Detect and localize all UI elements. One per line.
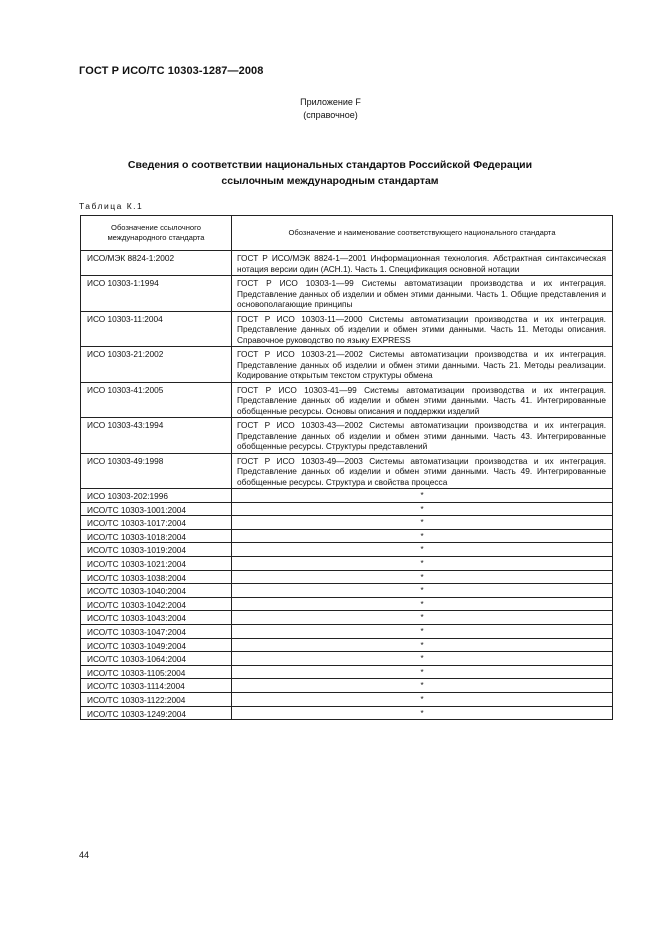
cell-international-ref: ИСО 10303-1:1994: [81, 276, 232, 312]
cell-international-ref: ИСО 10303-43:1994: [81, 418, 232, 454]
cell-international-ref: ИСО 10303-21:2002: [81, 347, 232, 383]
cell-international-ref: ИСО/ТС 10303-1043:2004: [81, 611, 232, 625]
section-title-line-2: ссылочным международным стандартам: [221, 175, 439, 187]
table-row: [81, 706, 613, 720]
cell-national-standard: *: [232, 706, 613, 720]
table-caption: Таблица К.1: [79, 201, 144, 211]
cell-national-standard: *: [232, 692, 613, 706]
cell-international-ref: ИСО 10303-202:1996: [81, 489, 232, 503]
cell-national-standard: *: [232, 652, 613, 666]
appendix-note: (справочное): [303, 110, 358, 120]
cell-international-ref: ИСО/ТС 10303-1105:2004: [81, 665, 232, 679]
cell-national-standard: ГОСТ Р ИСО 10303-1—99 Системы автоматизации производства и их интеграция. Представление данных об изделии и обмен этими данными. Часть 1. Общие представления и основополагающие принципы: [232, 276, 613, 312]
cell-international-ref: ИСО 10303-49:1998: [81, 453, 232, 489]
cell-national-standard: ГОСТ Р ИСО/МЭК 8824-1—2001 Информационная технология. Абстрактная синтаксическая нотация версии один (АСН.1). Часть 1. Спецификация основной нотации: [232, 251, 613, 276]
table-row: [81, 652, 613, 666]
cell-national-standard: *: [232, 597, 613, 611]
cell-national-standard: ГОСТ Р ИСО 10303-41—99 Системы автоматизации производства и их интеграция. Представление данных об изделии и обмен этими данными. Часть 41. Интегрированные обобщенные ресурсы. Основы описания и поддержки изделий: [232, 382, 613, 418]
table-row: [81, 597, 613, 611]
table-row: [81, 489, 613, 503]
cell-national-standard: ГОСТ Р ИСО 10303-21—2002 Системы автоматизации производства и их интеграция. Представление данных об изделии и обмен этими данными. Часть 21. Методы реализации. Кодирование открытым текстом структуры обмена: [232, 347, 613, 383]
cell-national-standard: ГОСТ Р ИСО 10303-43—2002 Системы автоматизации производства и их интеграция. Представление данных об изделии и обмен этими данными. Часть 43. Интегрированные обобщенные ресурсы. Структуры представлений: [232, 418, 613, 454]
cell-international-ref: ИСО/МЭК 8824-1:2002: [81, 251, 232, 276]
cell-international-ref: ИСО/ТС 10303-1064:2004: [81, 652, 232, 666]
cell-national-standard: *: [232, 556, 613, 570]
cell-international-ref: ИСО/ТС 10303-1019:2004: [81, 543, 232, 557]
cell-national-standard: *: [232, 611, 613, 625]
cell-national-standard: *: [232, 638, 613, 652]
table-row: [81, 556, 613, 570]
cell-national-standard: *: [232, 624, 613, 638]
table-row: [81, 529, 613, 543]
table-row: [81, 638, 613, 652]
table-row: [81, 584, 613, 598]
cell-international-ref: ИСО/ТС 10303-1021:2004: [81, 556, 232, 570]
table-row: [81, 251, 613, 276]
table-row: [81, 679, 613, 693]
cell-national-standard: *: [232, 529, 613, 543]
table-row: [81, 453, 613, 489]
cell-international-ref: ИСО/ТС 10303-1114:2004: [81, 679, 232, 693]
cell-international-ref: ИСО/ТС 10303-1017:2004: [81, 516, 232, 530]
cell-national-standard: *: [232, 543, 613, 557]
cell-national-standard: ГОСТ Р ИСО 10303-49—2003 Системы автоматизации производства и их интеграция. Представление данных об изделии и обмен этими данными. Часть 49. Интегрированные обобщенные ресурсы. Структура и свойства процесса: [232, 453, 613, 489]
section-title-line-1: Сведения о соответствии национальных стандартов Российской Федерации: [127, 159, 533, 171]
cell-national-standard: *: [232, 489, 613, 503]
cell-international-ref: ИСО/ТС 10303-1042:2004: [81, 597, 232, 611]
appendix-label: Приложение F: [300, 97, 361, 107]
cell-international-ref: ИСО/ТС 10303-1040:2004: [81, 584, 232, 598]
table-row: [81, 382, 613, 418]
cell-national-standard: *: [232, 570, 613, 584]
col-header-national: Обозначение и наименование соответствующего национального стандарта: [232, 216, 613, 251]
table-row: [81, 418, 613, 454]
table-header-row: [81, 216, 613, 251]
cell-national-standard: *: [232, 516, 613, 530]
table-row: [81, 611, 613, 625]
page-number: 44: [79, 850, 90, 860]
cell-national-standard: *: [232, 502, 613, 516]
table-row: [81, 624, 613, 638]
table-row: [81, 276, 613, 312]
table-row: [81, 502, 613, 516]
section-title: [80, 157, 580, 189]
cell-international-ref: ИСО/ТС 10303-1049:2004: [81, 638, 232, 652]
cell-international-ref: ИСО/ТС 10303-1018:2004: [81, 529, 232, 543]
cell-international-ref: ИСО/ТС 10303-1047:2004: [81, 624, 232, 638]
standards-correspondence-table: [80, 215, 613, 720]
cell-national-standard: *: [232, 679, 613, 693]
cell-national-standard: ГОСТ Р ИСО 10303-11—2000 Системы автоматизации производства и их интеграция. Представление данных об изделии и обмен этими данными. Часть 11. Методы описания. Справочное руководство по языку EXPRESS: [232, 311, 613, 347]
cell-national-standard: *: [232, 665, 613, 679]
table-row: [81, 543, 613, 557]
cell-international-ref: ИСО/ТС 10303-1122:2004: [81, 692, 232, 706]
table-row: [81, 347, 613, 383]
cell-international-ref: ИСО 10303-11:2004: [81, 311, 232, 347]
cell-national-standard: *: [232, 584, 613, 598]
table-row: [81, 516, 613, 530]
col-header-international: Обозначение ссылочного международного стандарта: [81, 216, 232, 251]
document-code-header: ГОСТ Р ИСО/ТС 10303-1287—2008: [79, 65, 264, 77]
cell-international-ref: ИСО/ТС 10303-1038:2004: [81, 570, 232, 584]
cell-international-ref: ИСО 10303-41:2005: [81, 382, 232, 418]
table-row: [81, 570, 613, 584]
table-row: [81, 692, 613, 706]
table-row: [81, 311, 613, 347]
cell-international-ref: ИСО/ТС 10303-1249:2004: [81, 706, 232, 720]
table-row: [81, 665, 613, 679]
cell-international-ref: ИСО/ТС 10303-1001:2004: [81, 502, 232, 516]
